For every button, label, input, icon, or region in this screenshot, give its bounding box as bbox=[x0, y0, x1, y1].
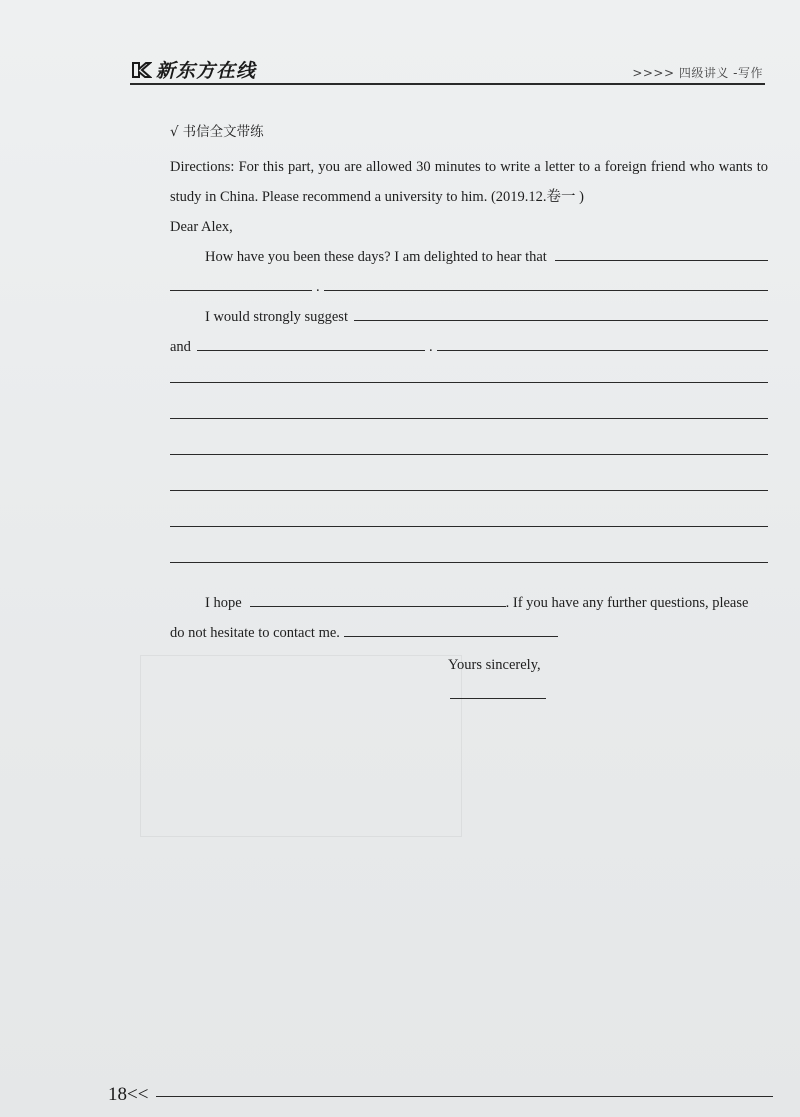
paragraph-1-line-2 bbox=[170, 272, 768, 302]
signature-blank[interactable] bbox=[450, 680, 546, 699]
letter-salutation: Dear Alex, bbox=[170, 219, 233, 235]
signature-row bbox=[170, 680, 768, 710]
page-header bbox=[130, 56, 765, 86]
closing-second-line: do not hesitate to contact me. bbox=[170, 625, 340, 641]
brand-logo bbox=[130, 56, 256, 83]
paragraph-1-start: How have you been these days? I am delighted to hear that bbox=[205, 249, 547, 265]
brand-logo-icon bbox=[130, 59, 152, 81]
brand-logo-text: 新东方在线 bbox=[156, 60, 257, 82]
writing-line[interactable] bbox=[170, 542, 768, 578]
closing-middle: . If you have any further questions, please bbox=[505, 595, 749, 611]
answer-blank[interactable] bbox=[555, 242, 768, 261]
paragraph-1-line-1 bbox=[170, 242, 768, 272]
answer-blank[interactable] bbox=[437, 332, 768, 351]
period-mark: . bbox=[316, 279, 320, 295]
period-mark: . bbox=[428, 339, 433, 355]
directions-text: Directions: For this part, you are allowed 30 minutes to write a letter to a foreign friend who wants to study in China. Please recommend a university to him. (2019.12.卷一 ) bbox=[170, 159, 768, 205]
paragraph-2-start: I would strongly suggest bbox=[205, 309, 348, 325]
writing-line[interactable] bbox=[170, 434, 768, 470]
answer-blank[interactable] bbox=[250, 588, 506, 607]
answer-blank[interactable] bbox=[197, 332, 425, 351]
footer-divider bbox=[156, 1096, 773, 1097]
letter-signoff: Yours sincerely, bbox=[448, 657, 541, 673]
closing-line-2 bbox=[170, 618, 768, 648]
and-word: and bbox=[170, 339, 191, 355]
salutation-row bbox=[170, 212, 768, 242]
header-divider bbox=[130, 83, 765, 85]
answer-blank[interactable] bbox=[170, 272, 312, 291]
answer-blank[interactable] bbox=[324, 272, 768, 291]
paragraph-2-line-2 bbox=[170, 332, 768, 362]
exercise-content bbox=[170, 122, 768, 710]
closing-line-1 bbox=[170, 588, 768, 618]
closing-start: I hope bbox=[205, 595, 242, 611]
writing-line[interactable] bbox=[170, 362, 768, 398]
writing-line[interactable] bbox=[170, 398, 768, 434]
checkmark-icon: √ bbox=[170, 124, 179, 140]
answer-blank[interactable] bbox=[344, 618, 558, 637]
writing-line[interactable] bbox=[170, 470, 768, 506]
paragraph-2-line-1 bbox=[170, 302, 768, 332]
chapter-label: >>>> 四级讲义 -写作 bbox=[632, 66, 763, 80]
section-title-text: 书信全文带练 bbox=[182, 124, 264, 140]
page-footer bbox=[108, 1084, 773, 1108]
section-heading bbox=[170, 122, 768, 142]
answer-blank[interactable] bbox=[354, 302, 768, 321]
signoff-row bbox=[170, 650, 768, 680]
writing-line[interactable] bbox=[170, 506, 768, 542]
page-number: 18<< bbox=[108, 1084, 149, 1105]
